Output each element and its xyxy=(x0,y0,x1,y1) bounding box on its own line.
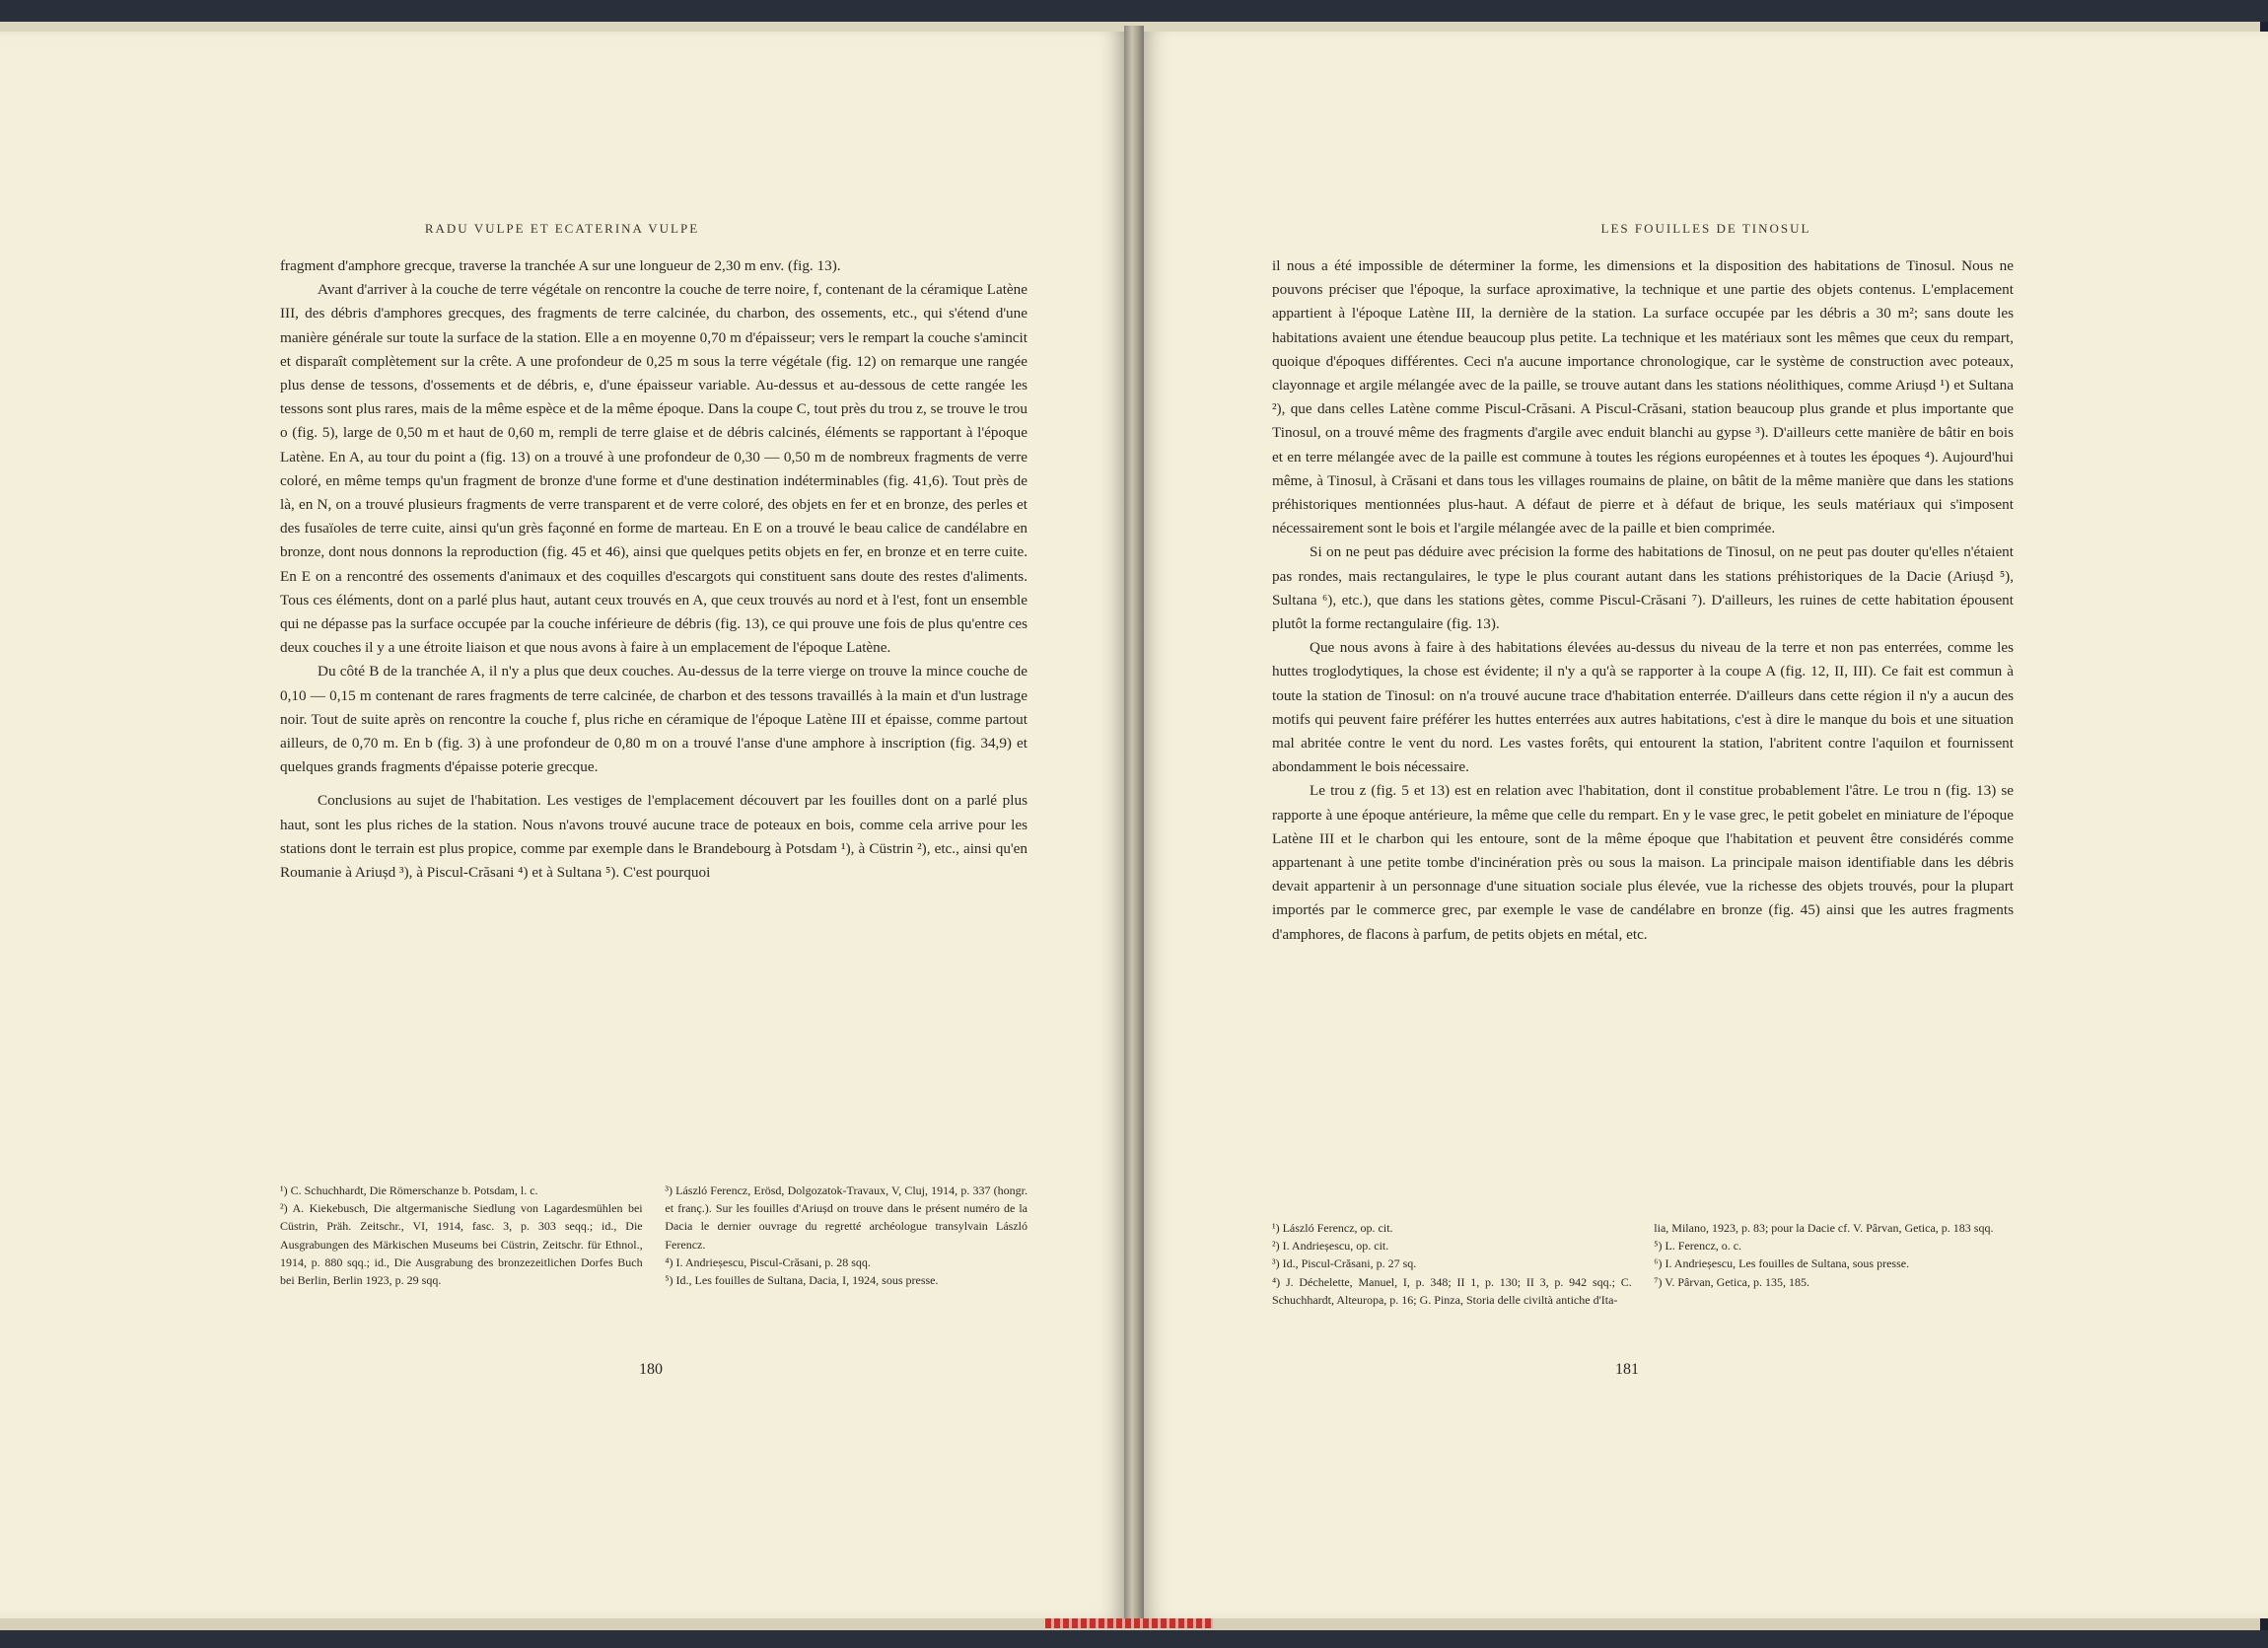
left-paragraph-1: fragment d'amphore grecque, traverse la tranchée A sur une longueur de 2,30 m env. (fig. 13). xyxy=(280,257,841,274)
footnote: ⁶) I. Andrieșescu, Les fouilles de Sultana, sous presse. xyxy=(1654,1256,1910,1271)
right-paragraph-4: Le trou z (fig. 5 et 13) est en relation avec l'habitation, dont il constitue probablement l'âtre. Le trou n (fig. 13) se rapporte à une époque antérieure, la même que celle du rempart. En y le vase grec, le petit gobelet en miniature de l'époque Latène III et le charbon qui les entoure, sont de la même époque que l'habitation et peuvent être considérés comme appartenant à une petite tombe d'incinération près ou sous la maison. La principale maison identifiable dans les débris devait appartenir à un personnage d'une situation sociale plus élevée, vue la richesse des objets trouvés, pour la plupart importés par le commerce grec, par exemple le vase de candélabre en bronze (fig. 45) ainsi que les autres fragments d'amphores, de flacons à parfum, de petits objets en métal, etc. xyxy=(1272,782,2014,943)
footnote: ⁵) Id., Les fouilles de Sultana, Dacia, I, 1924, sous presse. xyxy=(665,1273,939,1288)
left-running-head: RADU VULPE ET ECATERINA VULPE xyxy=(424,221,700,236)
footnote: ⁴) J. Déchelette, Manuel, I, p. 348; II 1, p. 130; II 3, p. 942 sqq.; C. Schuchhardt, Alteuropa, p. 16; G. Pinza, Storia delle civiltà antiche d'Ita- xyxy=(1272,1274,1632,1307)
footnote: ³) Id., Piscul-Crăsani, p. 27 sq. xyxy=(1272,1256,1417,1271)
right-page xyxy=(1144,32,2268,1618)
left-paragraph-3: Du côté B de la tranchée A, il n'y a plus que deux couches. Au-dessus de la terre vierge on trouve la mince couche de 0,10 — 0,15 m contenant de rares fragments de terre calcinée, de charbon et des tessons travaillés à la main et d'un lustrage noir. Tout de suite après on rencontre la couche f, plus riche en céramique de l'époque Latène III et épaisse, comme partout ailleurs, de 0,70 m. En b (fig. 3) à une profondeur de 0,80 m on a trouvé l'anse d'une amphore à inscription (fig. 34,9) et quelques grands fragments d'épaisse poterie grecque. xyxy=(280,663,1028,776)
left-footnotes xyxy=(280,1182,1028,1289)
footnote: ²) A. Kiekebusch, Die altgermanische Siedlung von Lagardesmühlen bei Cüstrin, Präh. Zeitschr., VI, 1914, fasc. 3, p. 303 seqq.; id., Die Ausgrabungen des Märkischen Museums bei Cüstrin, Zeitschr. für Ethnol., 1914, p. 880 sqq.; id., Die Ausgrabung des bronzezeitlichen Dorfes Buch bei Berlin, Berlin 1923, p. 29 sqq. xyxy=(280,1201,643,1288)
footnote: ¹) C. Schuchhardt, Die Römerschanze b. Potsdam, l. c. xyxy=(280,1183,538,1197)
footnote: ¹) László Ferencz, op. cit. xyxy=(1272,1221,1393,1235)
right-running-head: LES FOUILLES DE TINOSUL xyxy=(1600,221,1811,236)
right-paragraph-3: Que nous avons à faire à des habitations élevées au-dessus du niveau de la terre et non pas enterrées, comme les huttes troglodytiques, la chose est évidente; il n'y a qu'à se rapporter à la coupe A (fig. 12, II, III). Ce fait est commun à toute la station de Tinosul: on n'a trouvé aucune trace d'habitation enterrée. D'ailleurs dans cette région il n'y a aucun des motifs qui peuvent faire préférer les huttes enterrées aux autres habitations, c'est à dire le manque du bois et une situation mal abritée contre le vent du nord. Les vastes forêts, qui entourent la station, l'abritent contre l'aquilon et fournissent abondamment le bois nécessaire. xyxy=(1272,639,2014,776)
left-page-number: 180 xyxy=(639,1361,663,1378)
footnote: lia, Milano, 1923, p. 83; pour la Dacie cf. V. Pârvan, Getica, p. 183 sqq. xyxy=(1654,1221,1994,1235)
left-body-text xyxy=(280,254,1028,885)
right-footnotes-col2 xyxy=(1654,1219,2014,1309)
left-footnotes-col1 xyxy=(280,1182,643,1289)
book-spine xyxy=(1124,26,1144,1622)
footnote: ⁵) L. Ferencz, o. c. xyxy=(1654,1239,1742,1254)
right-footnotes xyxy=(1272,1219,2014,1309)
bookmark-ribbon xyxy=(1045,1618,1213,1628)
left-footnotes-col2 xyxy=(665,1182,1028,1289)
right-page-number: 181 xyxy=(1615,1361,1639,1378)
right-footnotes-col1 xyxy=(1272,1219,1632,1309)
left-paragraph-4: Conclusions au sujet de l'habitation. Les vestiges de l'emplacement découvert par les fouilles dont on a parlé plus haut, sont les plus riches de la station. Nous n'avons trouvé aucune trace de poteaux en bois, comme cela arrive pour les stations dont le terrain est plus propice, comme par exemple dans le Brandebourg à Potsdam ¹), à Cüstrin ²), etc., ainsi qu'en Roumanie à Ariușd ³), à Piscul-Crăsani ⁴) et à Sultana ⁵). C'est pourquoi xyxy=(280,792,1028,882)
left-page xyxy=(0,32,1124,1618)
footnote: ²) I. Andrieșescu, op. cit. xyxy=(1272,1239,1389,1254)
right-paragraph-1: il nous a été impossible de déterminer la forme, les dimensions et la disposition des habitations de Tinosul. Nous ne pouvons préciser que l'époque, la surface aproximative, la technique et une partie des objets contenus. L'emplacement appartient à l'époque Latène III, la dernière de la station. La surface occupée par les débris a 30 m²; sans doute les habitations avaient une étendue beaucoup plus petite. La technique et les matériaux sont les mêmes que ceux du rempart, quoique d'époques différentes. Ceci n'a aucune importance chronologique, car le système de construction avec poteaux, clayonnage et argile mélangée avec de la paille, se trouve autant dans les stations néolithiques, comme Ariușd ¹) et Sultana ²), que dans celles Latène comme Piscul-Crăsani. A Piscul-Crăsani, station beaucoup plus grande et plus importante que Tinosul, on a trouvé même des fragments d'argile avec enduit blanchi au gypse ³). D'ailleurs cette manière de bâtir en bois et en terre mélangée avec de la paille est commune à toutes les régions européennes et à toutes les époques ⁴). Aujourd'hui même, à Tinosul, à Crăsani et dans tous les villages roumains de plaine, on bâtit de la même manière que dans les stations préhistoriques mentionnées plus-haut. A défaut de pierre et à défaut de brique, les seuls matériaux qui s'imposent nécessairement sont le bois et l'argile mélangée avec de la paille et bien comprimée. xyxy=(1272,257,2014,537)
left-paragraph-2: Avant d'arriver à la couche de terre végétale on rencontre la couche de terre noire, f, contenant de la céramique Latène III, des débris d'amphores grecques, des fragments de terre calcinée, du charbon, des ossements, etc., qui s'étend d'une manière générale sur toute la surface de la station. Elle a en moyenne 0,70 m d'épaisseur; vers le rempart la couche s'amincit et disparaît complètement sur la crête. A une profondeur de 0,25 m sous la terre végétale (fig. 12) on remarque une rangée plus dense de tessons, d'ossements et de débris, e, d'une épaisseur variable. Au-dessus et au-dessous de cette rangée les tessons sont plus rares, mais de la même espèce et de la même époque. Dans la coupe C, tout près du trou z, se trouve le trou o (fig. 5), large de 0,50 m et haut de 0,60 m, rempli de terre glaise et de débris calcinés, éléments se rapportant à l'époque Latène. En A, au tour du point a (fig. 13) on a trouvé à une profondeur de 0,30 — 0,50 m de nombreux fragments de verre coloré, en même temps qu'un fragment de bronze d'une forme et d'une destination indéterminables (fig. 41,6). Tout près de là, en N, on a trouvé plusieurs fragments de verre transparent et de verre coloré, des objets en fer et en bronze, des perles et des fusaïoles de terre cuite, ainsi qu'un grès façonné en forme de marteau. En E on a trouvé le beau calice de candélabre en bronze, dont nous donnons la reproduction (fig. 45 et 46), ainsi que quelques petits objets en fer, en bronze et en terre cuite. En E on a rencontré des ossements d'animaux et des coquilles d'escargots qui constituent sans doute des restes d'aliments. Tous ces éléments, dont on a parlé plus haut, autant ceux trouvés en A, que ceux trouvés au nord et à l'est, font un ensemble qui ne dépasse pas la surface occupée par la couche inférieure de débris (fig. 13), ce qui prouve une fois de plus qu'entre ces deux couches il y a une étroite liaison et que nous avons à faire à un emplacement de l'époque Latène. xyxy=(280,281,1028,657)
footnote: ⁴) I. Andrieșescu, Piscul-Crăsani, p. 28 sqq. xyxy=(665,1254,871,1269)
right-paragraph-2: Si on ne peut pas déduire avec précision la forme des habitations de Tinosul, on ne peut pas douter qu'elles n'étaient pas rondes, mais rectangulaires, le type le plus courant autant dans les stations préhistoriques de la Dacie (Ariușd ⁵), Sultana ⁶), etc.), que dans les stations gètes, comme Piscul-Crăsani ⁷). D'ailleurs, les ruines de cette habitation épousent plutôt la forme rectangulaire (fig. 13). xyxy=(1272,543,2014,633)
right-body-text xyxy=(1272,254,2014,947)
footnote: ³) László Ferencz, Erösd, Dolgozatok-Travaux, V, Cluj, 1914, p. 337 (hongr. et franç.). Sur les fouilles d'Ariușd on trouve dans le présent numéro de la Dacia le dernier ouvrage du regretté archéologue transylvain László Ferencz. xyxy=(665,1183,1028,1252)
footnote: ⁷) V. Pârvan, Getica, p. 135, 185. xyxy=(1654,1274,1809,1289)
